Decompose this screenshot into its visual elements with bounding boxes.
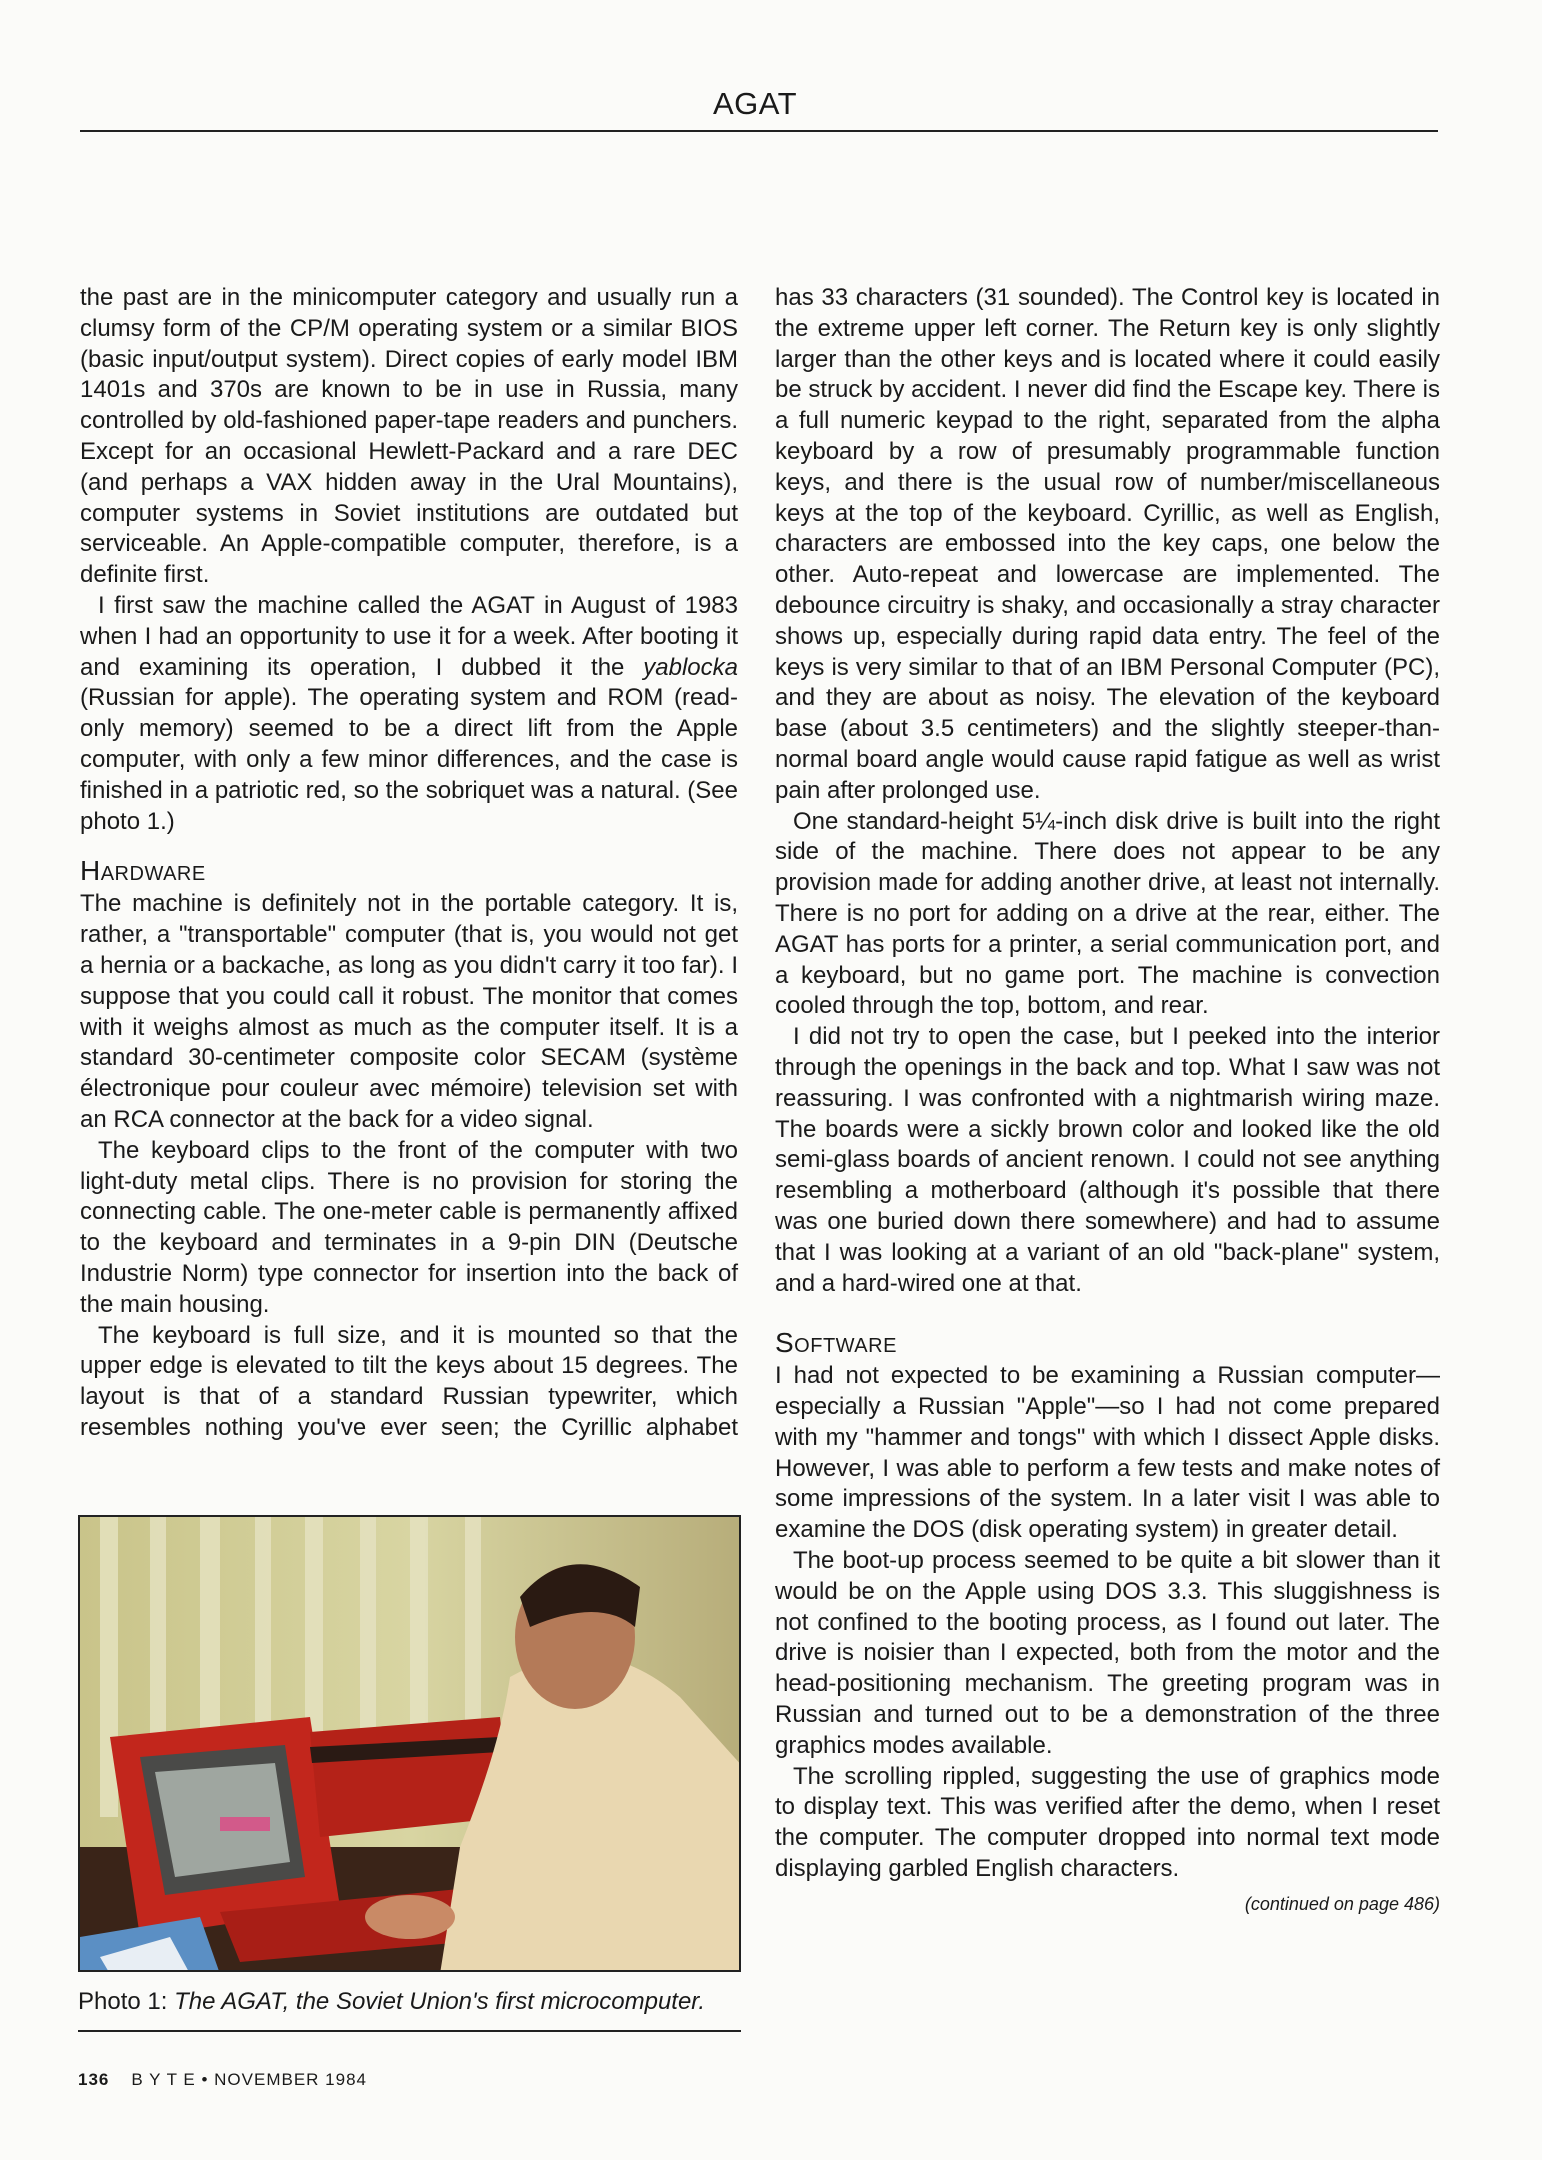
text: (Russian for apple). The operating system and ROM (read-only memory) seemed to be a direct lift from the Apple computer, with only a few minor differences, and the case is finished in a patriotic red, so the sobriquet was a natural. (See photo 1.) [80,684,738,835]
magazine-name: B Y T E [131,2070,196,2089]
paragraph: One standard-height 5¼-inch disk drive is built into the right side of the machine. There does not appear to be any provision made for adding another drive, at least not internally. There is no port for adding on a drive at the rear, either. The AGAT has ports for a printer, a serial communication port, and a keyboard, but no game port. The machine is convection cooled through the top, bottom, and rear. [775,807,1440,1020]
issue-date: NOVEMBER 1984 [214,2070,367,2089]
paragraph: I did not try to open the case, but I peeked into the interior through the openings in the back and top. What I saw was not reassuring. I was confronted with a nightmarish wiring maze. The boards were a sickly brown color and looked like the old semi-glass boards of ancient renown. I could not see anything resembling a motherboard (although it's possible that there was one buried down there somewhere) and had to assume that I was looking at a variant of an old "back-plane" system, and a hard-wired one at that. [775,1023,1440,1297]
photo-caption [78,1988,705,2016]
paragraph: The keyboard clips to the front of the computer with two light-duty metal clips. There is no provision for storing the connecting cable. The one-meter cable is permanently affixed to the keyboard and terminates in a 9-pin DIN (Deutsche Industrie Norm) type connector for insertion into the back of the main housing. [80,1136,738,1318]
running-title: AGAT [712,86,798,121]
header-rule [80,130,1438,132]
left-column [80,283,738,1444]
caption-label: Photo 1: [78,1988,168,2015]
photo-agat-computer [78,1515,741,1972]
caption-rule [78,2030,741,2032]
paragraph: The keyboard is full size, and it is mounted so that the upper edge is elevated to tilt the keys about 15 degrees. The layout is that of a standard Russian typewriter, which resembles nothing you've ever seen; the Cyrillic alphabet [80,1321,738,1441]
paragraph: The scrolling rippled, suggesting the use of graphics mode to display text. This was verified after the demo, when I reset the computer. The computer dropped into normal text mode displaying garbled English characters. [775,1762,1440,1883]
paragraph: has 33 characters (31 sounded). The Control key is located in the extreme upper left corner. The Return key is only slightly larger than the other keys and is located where it could easily be struck by accident. I never did find the Escape key. There is a full numeric keypad to the right, separated from the alpha keyboard by a row of presumably programmable function keys, and there is the usual row of number/miscellaneous keys at the top of the keyboard. Cyrillic, as well as English, characters are embossed into the key caps, one below the other. Auto-repeat and lowercase are implemented. The debounce circuitry is shaky, and occasionally a stray character shows up, especially during rapid data entry. The feel of the keys is very similar to that of an IBM Personal Computer (PC), and they are about as noisy. The elevation of the keyboard base (about 3.5 centimeters) and the slightly steeper-than-normal board angle would cause rapid fatigue as well as wrist pain after prolonged use. [775,284,1440,804]
italic-term: yablocka [643,653,738,681]
paragraph: The boot-up process seemed to be quite a bit slower than it would be on the Apple using DOS 3.3. This sluggishness is not confined to the booting process, as I found out later. The drive is noisier than I expected, both from the motor and the head-positioning mechanism. The greeting program was in Russian and turned out to be a demonstration of the three graphics modes available. [775,1547,1440,1759]
paragraph: the past are in the minicomputer category and usually run a clumsy form of the CP/M operating system or a similar BIOS (basic input/output system). Direct copies of early model IBM 1401s and 370s are known to be in use in Russia, many controlled by old-fashioned paper-tape readers and punchers. Except for an occasional Hewlett-Packard and a rare DEC (and perhaps a VAX hidden away in the Ural Mountains), computer systems in Soviet institutions are outdated but serviceable. An Apple-compatible computer, therefore, is a definite first. [80,284,738,589]
right-column [775,283,1440,1920]
section-heading-software: Software [775,1327,897,1359]
photo-image [80,1517,741,1972]
separator: • [201,2070,209,2089]
page-footer [78,2070,367,2090]
page-number: 136 [78,2070,110,2089]
continued-note: (continued on page 486) [1244,1893,1440,1914]
paragraph [80,591,738,837]
paragraph: The machine is definitely not in the portable category. It is, rather, a "transportable" computer (that is, you would not get a hernia or a backache, as long as you didn't carry it too far). I suppose that you could call it robust. The monitor that comes with it weighs almost as much as the computer itself. It is a standard 30-centimeter composite color SECAM (système électronique pour couleur avec mémoire) television set with an RCA connector at the back for a video signal. [80,890,738,1133]
paragraph: I had not expected to be examining a Russian computer—especially a Russian "Apple"—so I had not come prepared with my "hammer and tongs" with which I dissect Apple disks. However, I was able to perform a few tests and make notes of some impressions of the system. In a later visit I was able to examine the DOS (disk operating system) in greater detail. [775,1362,1440,1544]
text: I first saw the machine called the AGAT in August of 1983 when I had an opportunity to use it for a week. After booting it and examining its operation, I dubbed it the [80,591,738,681]
caption-text: The AGAT, the Soviet Union's first microcomputer. [174,1988,706,2015]
section-heading-hardware: Hardware [80,855,206,887]
